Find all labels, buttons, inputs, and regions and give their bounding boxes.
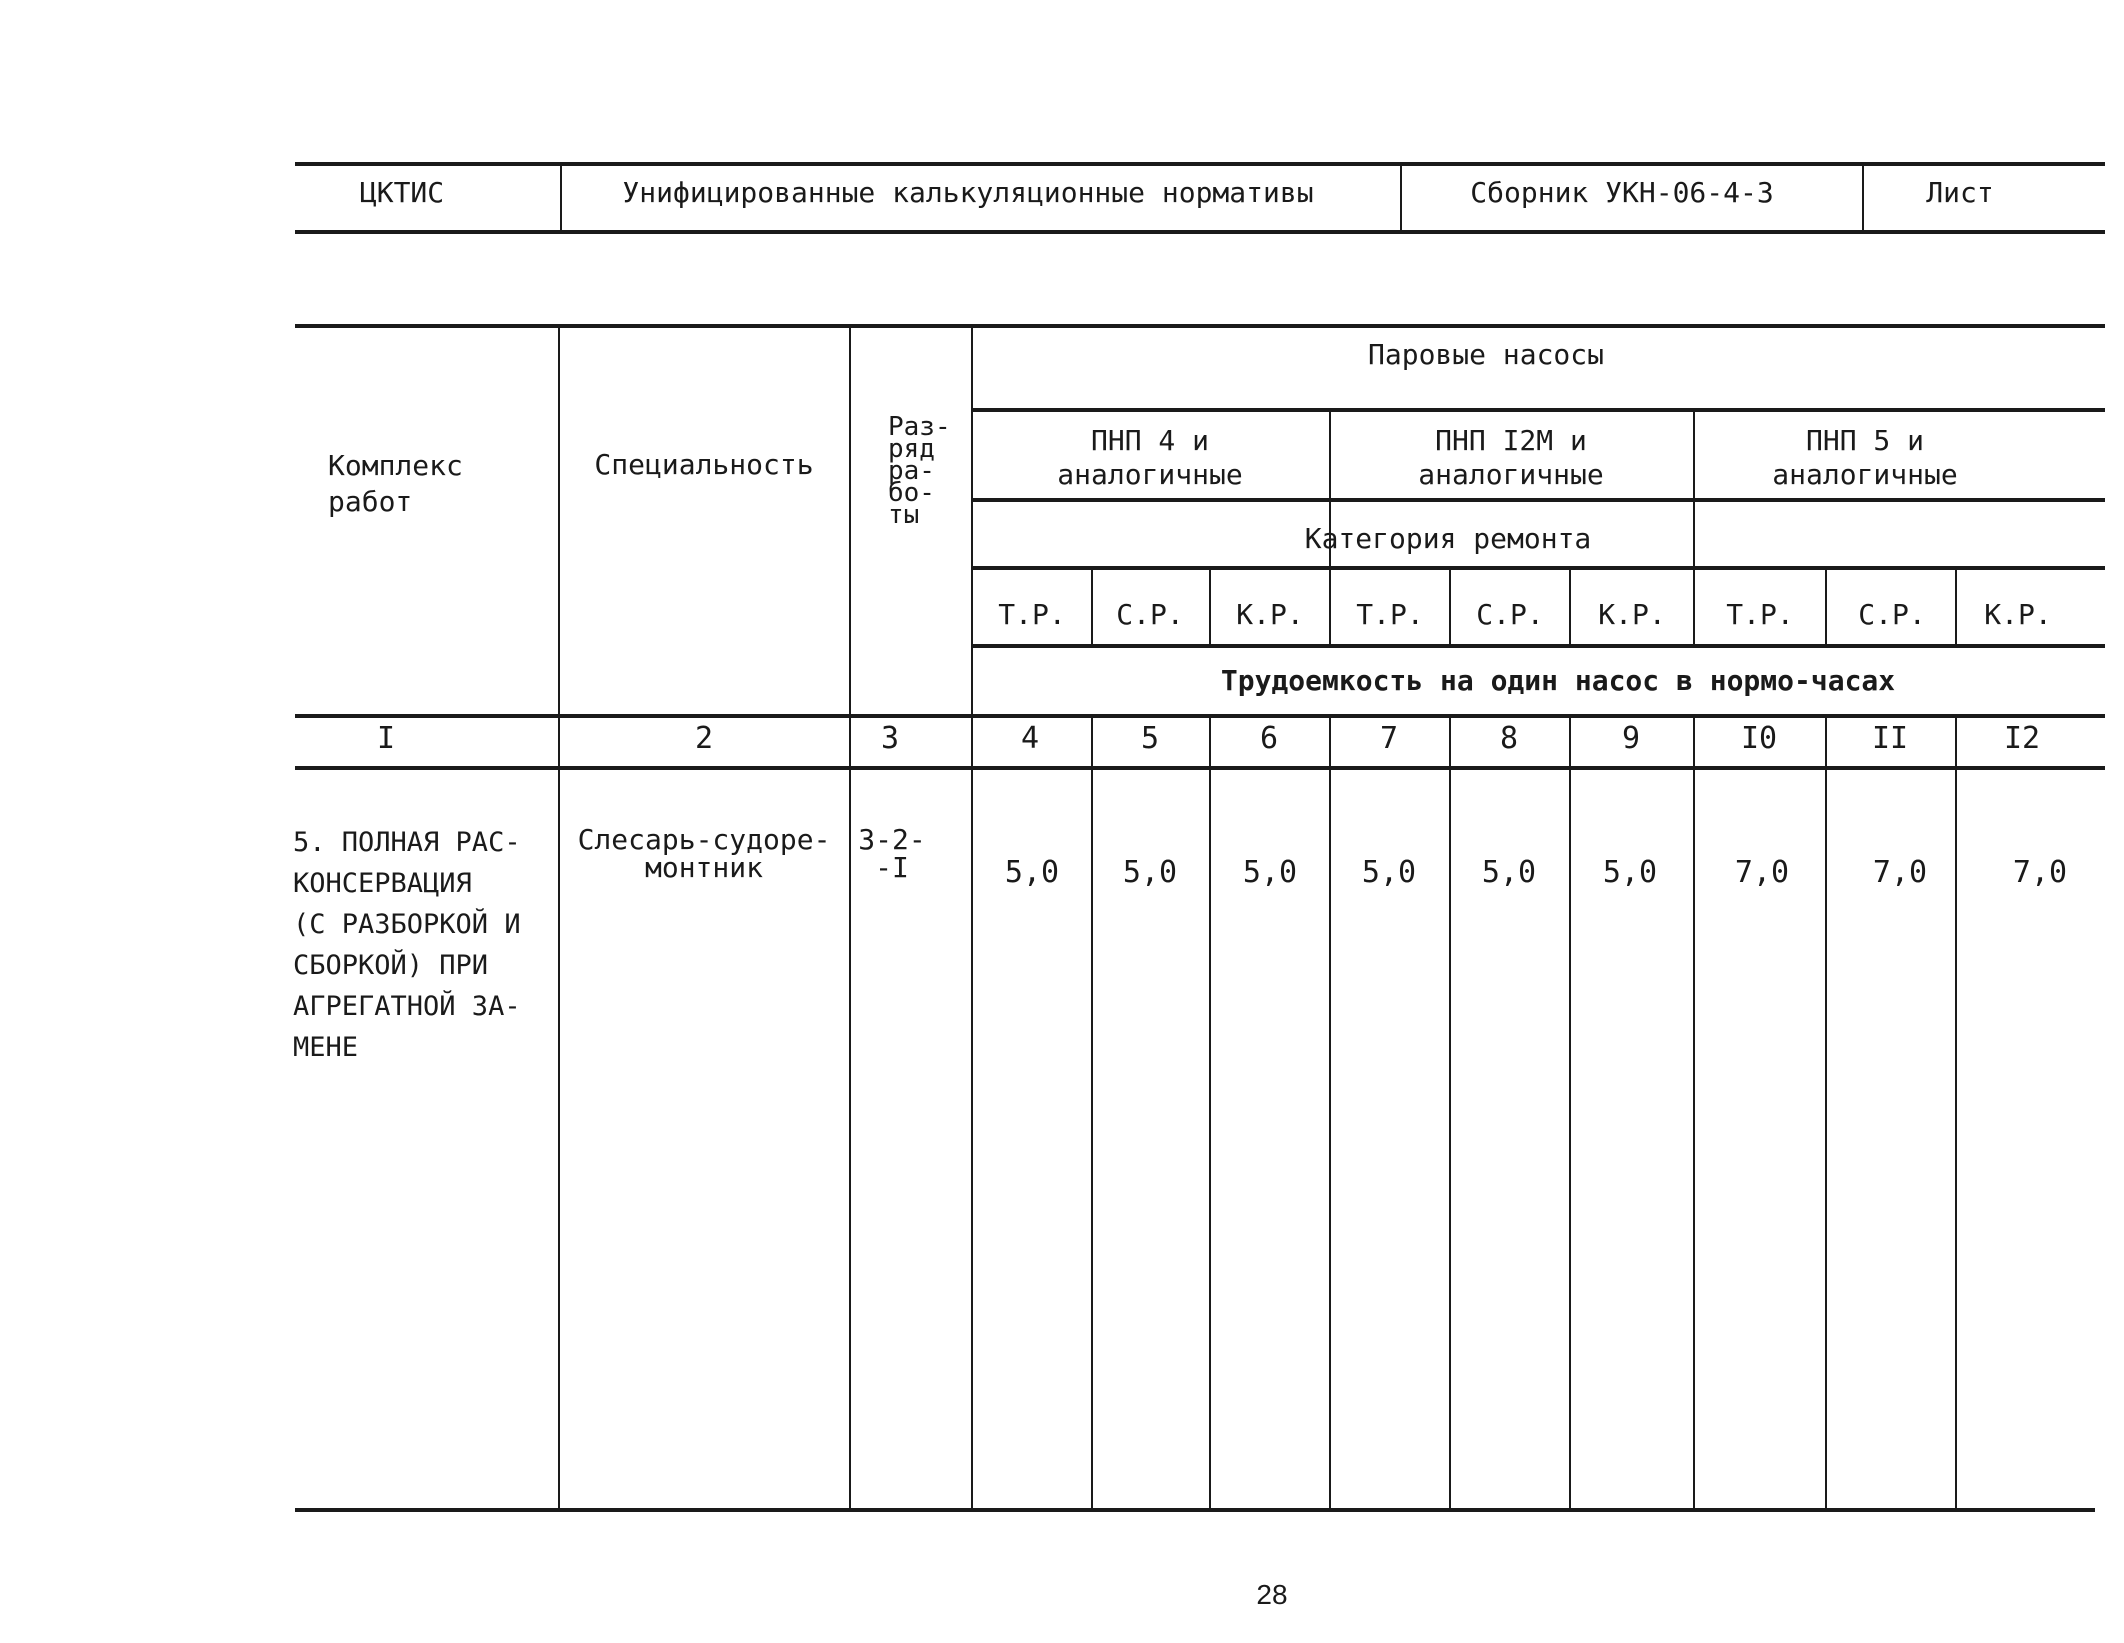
col-number: 2 bbox=[694, 721, 714, 756]
col-divider bbox=[1955, 568, 1957, 646]
col-divider bbox=[1091, 568, 1093, 646]
col-divider bbox=[1693, 410, 1695, 646]
header-top-rule bbox=[295, 162, 2105, 166]
col-divider bbox=[1569, 716, 1571, 1510]
repair-type: К.Р. bbox=[1984, 598, 2052, 631]
col-divider bbox=[849, 326, 851, 1510]
col-number: II bbox=[1871, 721, 1909, 756]
pump-group-2: ПНП I2М и аналогичные bbox=[1418, 424, 1604, 491]
col-header-complex: Комплекс работ bbox=[328, 449, 463, 518]
rule-under-group-title bbox=[972, 408, 2105, 412]
col-divider bbox=[1693, 716, 1695, 1510]
row-value: 7,0 bbox=[1734, 855, 1790, 890]
row-value: 5,0 bbox=[1602, 855, 1658, 890]
col-divider bbox=[1569, 568, 1571, 646]
rule-under-pump-groups bbox=[972, 498, 2105, 502]
row-grade: 3-2- -I bbox=[858, 823, 926, 884]
col-number: 3 bbox=[880, 721, 900, 756]
row-value: 5,0 bbox=[1361, 855, 1417, 890]
repair-category: Категория ремонта bbox=[1304, 522, 1592, 555]
header-collection: Сборник УКН-06-4-3 bbox=[1470, 176, 1774, 209]
header-divider bbox=[560, 164, 562, 232]
rule-under-repair-types bbox=[972, 644, 2105, 648]
row-value: 5,0 bbox=[1004, 855, 1060, 890]
row-value: 7,0 bbox=[2012, 855, 2068, 890]
repair-type: К.Р. bbox=[1236, 598, 1304, 631]
row-value: 5,0 bbox=[1242, 855, 1298, 890]
rule-header-bottom bbox=[295, 714, 2105, 718]
header-divider bbox=[1862, 164, 1864, 232]
page-number: 28 bbox=[1256, 1579, 1288, 1610]
col-divider bbox=[1209, 716, 1211, 1510]
labor-caption: Трудоемкость на один насос в нормо-часах bbox=[1220, 664, 1896, 697]
col-number: I0 bbox=[1740, 721, 1778, 756]
row-specialty: Слесарь-судоре- монтник bbox=[577, 823, 831, 884]
col-divider bbox=[1825, 716, 1827, 1510]
col-number: I2 bbox=[2003, 721, 2041, 756]
repair-type: С.Р. bbox=[1858, 598, 1926, 631]
col-number: 5 bbox=[1140, 721, 1160, 756]
col-divider bbox=[1825, 568, 1827, 646]
group-title: Паровые насосы bbox=[1367, 338, 1605, 371]
col-divider bbox=[558, 326, 560, 1510]
repair-type: Т.Р. bbox=[1356, 598, 1424, 631]
header-sheet: Лист bbox=[1926, 176, 1994, 209]
col-header-specialty: Специальность bbox=[594, 448, 814, 481]
rule-under-col-numbers bbox=[295, 766, 2105, 770]
col-divider bbox=[1449, 716, 1451, 1510]
rule-under-category bbox=[972, 566, 2105, 570]
col-divider bbox=[1209, 568, 1211, 646]
col-divider bbox=[1329, 716, 1331, 1510]
col-divider bbox=[1449, 568, 1451, 646]
table-top-rule bbox=[295, 324, 2105, 328]
pump-group-3: ПНП 5 и аналогичные bbox=[1772, 424, 1958, 491]
col-divider bbox=[1091, 716, 1093, 1510]
col-header-grade: Раз- ряд ра- бо- ты bbox=[888, 412, 951, 530]
row-value: 7,0 bbox=[1872, 855, 1928, 890]
repair-type: Т.Р. bbox=[1726, 598, 1794, 631]
col-divider bbox=[971, 326, 973, 1510]
repair-type: Т.Р. bbox=[998, 598, 1066, 631]
header-divider bbox=[1400, 164, 1402, 232]
col-number: I bbox=[376, 721, 396, 756]
col-number: 9 bbox=[1621, 721, 1641, 756]
col-number: 4 bbox=[1020, 721, 1040, 756]
row-value: 5,0 bbox=[1481, 855, 1537, 890]
row-value: 5,0 bbox=[1122, 855, 1178, 890]
col-divider bbox=[1955, 716, 1957, 1510]
repair-type: С.Р. bbox=[1476, 598, 1544, 631]
col-number: 8 bbox=[1499, 721, 1519, 756]
header-bottom-rule bbox=[295, 230, 2105, 234]
repair-type: К.Р. bbox=[1598, 598, 1666, 631]
repair-type: С.Р. bbox=[1116, 598, 1184, 631]
col-number: 7 bbox=[1379, 721, 1399, 756]
pump-group-1: ПНП 4 и аналогичные bbox=[1057, 424, 1243, 491]
header-title: Унифицированные калькуляционные нормативы bbox=[622, 176, 1314, 209]
col-number: 6 bbox=[1259, 721, 1279, 756]
header-org: ЦКТИС bbox=[359, 176, 445, 209]
row-complex: 5. ПОЛНАЯ РАС- КОНСЕРВАЦИЯ (С РАЗБОРКОЙ И СБОРКОЙ) ПРИ АГРЕГАТНОЙ ЗА- МЕНЕ bbox=[293, 827, 521, 1063]
